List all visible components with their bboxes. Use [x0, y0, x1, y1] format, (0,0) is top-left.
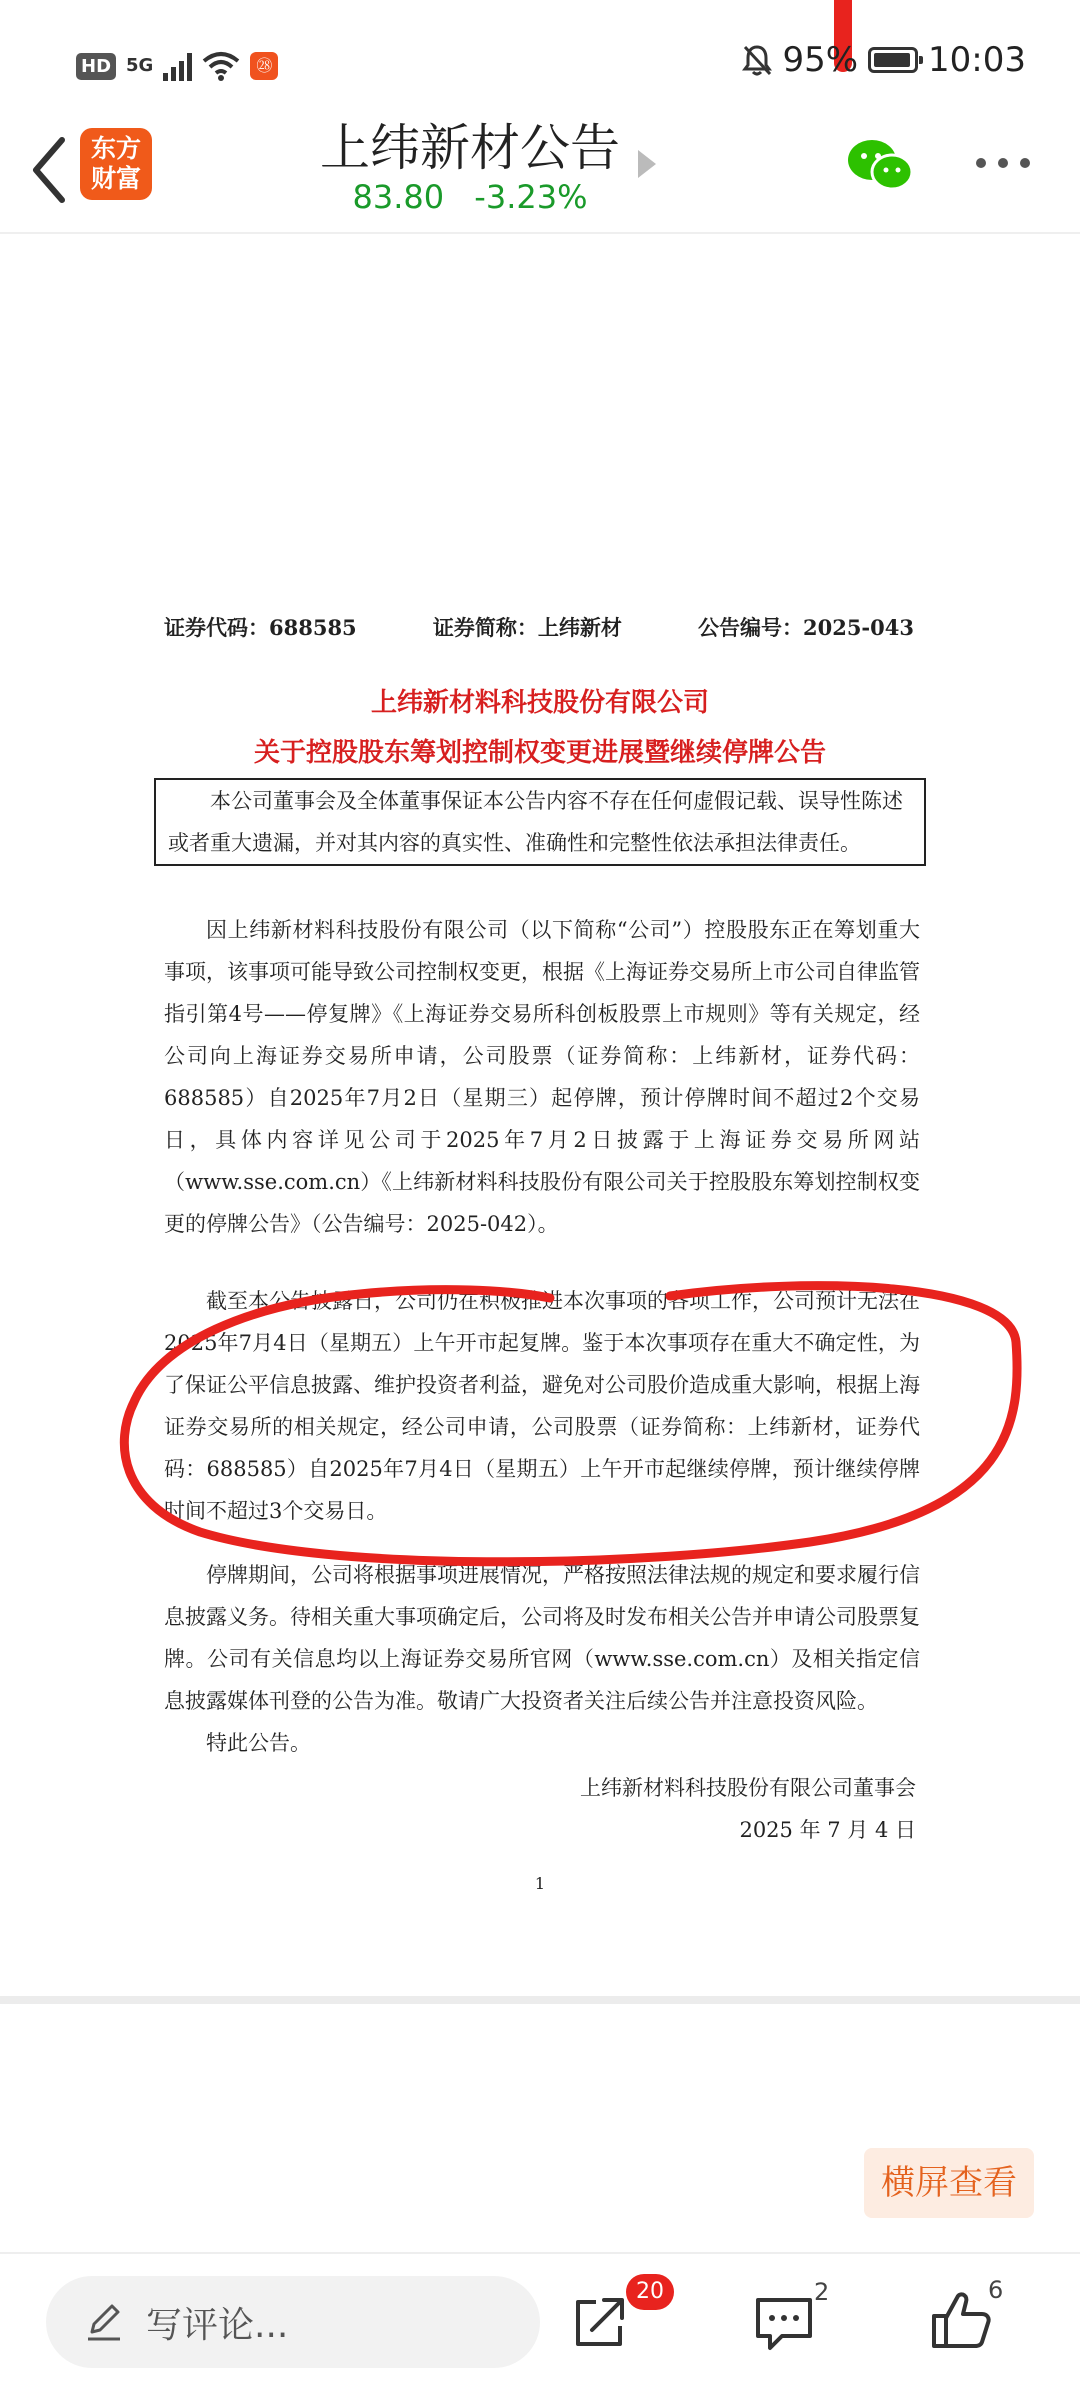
document-meta — [164, 612, 914, 642]
message-count: 2 — [814, 2278, 830, 2306]
mute-bell-icon — [742, 44, 772, 76]
document-divider — [0, 1996, 1080, 2004]
stock-change: -3.23% — [474, 178, 588, 216]
pen-icon — [84, 2302, 124, 2342]
announcement-headline: 关于控股股东筹划控制权变更进展暨继续停牌公告 — [253, 738, 826, 768]
battery-percent: 95% — [782, 40, 859, 80]
stock-price: 83.80 — [352, 178, 445, 216]
share-icon[interactable] — [570, 2292, 630, 2352]
page-number: 1 — [534, 1874, 546, 1893]
logo-line2: 财富 — [90, 164, 141, 193]
play-triangle-icon[interactable] — [638, 150, 656, 178]
signal-icon — [163, 51, 192, 81]
hand-drawn-circle-markup — [110, 1272, 1024, 1572]
signature: 上纬新材料科技股份有限公司董事会 — [580, 1776, 916, 1800]
logo-line1: 东方 — [90, 134, 141, 163]
network-label: 5G — [126, 55, 154, 76]
paragraph-2: 截至本公告披露日，公司仍在积极推进本次事项的各项工作，公司预计无法在2025年7月4日（星期五）上午开市起复牌。鉴于本次事项存在重大不确定性，为了保证公平信息披露、维护投资者利益，避免对公司股价造成重大影响，根据上海证券交易所的相关规定，经公司申请，公司股票（证券简称：上纬新材，证券代码：688585）自2025年7月4日（星期五）上午开市起继续停牌，预计继续停牌时间不超过3个交易日。 — [164, 1289, 920, 1523]
status-bar — [0, 0, 1080, 120]
stock-quote[interactable] — [300, 178, 640, 216]
app-logo — [80, 128, 152, 200]
comment-input[interactable] — [46, 2276, 540, 2368]
announcement-number: 公告编号：2025-043 — [697, 615, 914, 640]
header-divider — [0, 232, 1080, 234]
battery-level — [874, 53, 910, 67]
hd-icon: HD — [76, 53, 116, 80]
paragraph-1: 因上纬新材料科技股份有限公司（以下简称“公司”）控股股东正在筹划重大事项，该事项可能导致公司控制权变更，根据《上海证券交易所上市公司自律监管指引第4号——停复牌》《上海证券交易所科创板股票上市规则》等有关规定，经公司向上海证券交易所申请，公司股票（证券简称：上纬新材，证券代码：688585）自2025年7月2日（星期三）起停牌，预计停牌时间不超过2个交易日，具体内容详见公司于2025年7月2日披露于上海证券交易所网站（www.sse.com.cn）《上纬新材料科技股份有限公司关于控股股东筹划控制权变更的停牌公告》（公告编号：2025-042）。 — [164, 918, 920, 1236]
wifi-icon — [202, 51, 240, 81]
share-badge: 20 — [626, 2274, 674, 2310]
landscape-view-button[interactable]: 横屏查看 — [864, 2148, 1034, 2218]
back-arrow-icon[interactable] — [24, 130, 84, 210]
disclaimer-box: 本公司董事会及全体董事保证本公告内容不存在任何虚假记载、误导性陈述或者重大遗漏，并对其内容的真实性、准确性和完整性依法承担法律责任。 — [154, 778, 926, 866]
clock: 10:03 — [928, 40, 1026, 80]
announcement-date: 2025 年 7 月 4 日 — [739, 1818, 916, 1842]
app-notification-icon: ㉘ — [250, 52, 278, 80]
bottom-bar-divider — [0, 2252, 1080, 2254]
battery-icon — [868, 47, 918, 73]
page-title: 上纬新材公告 — [320, 119, 620, 177]
paragraph-3: 停牌期间，公司将根据事项进展情况，严格按照法律法规的规定和要求履行信息披露义务。待相关重大事项确定后，公司将及时发布相关公告并申请公司股票复牌。公司有关信息均以上海证券交易所官网（www.sse.com.cn）及相关指定信息披露媒体刊登的公告为准。敬请广大投资者关注后续公告并注意投资风险。 — [164, 1563, 920, 1713]
comment-placeholder: 写评论... — [146, 2304, 289, 2346]
status-left — [76, 44, 278, 88]
security-code: 证券代码：688585 — [164, 615, 357, 640]
company-name: 上纬新材料科技股份有限公司 — [370, 688, 709, 718]
closing-line: 特此公告。 — [206, 1731, 311, 1755]
message-icon[interactable] — [752, 2292, 816, 2352]
status-right — [742, 40, 1026, 80]
like-count: 6 — [988, 2276, 1004, 2304]
more-options-icon[interactable] — [976, 158, 1030, 168]
security-name: 证券简称：上纬新材 — [432, 615, 622, 640]
wechat-icon[interactable] — [846, 136, 914, 194]
thumbs-up-icon[interactable] — [930, 2288, 992, 2352]
